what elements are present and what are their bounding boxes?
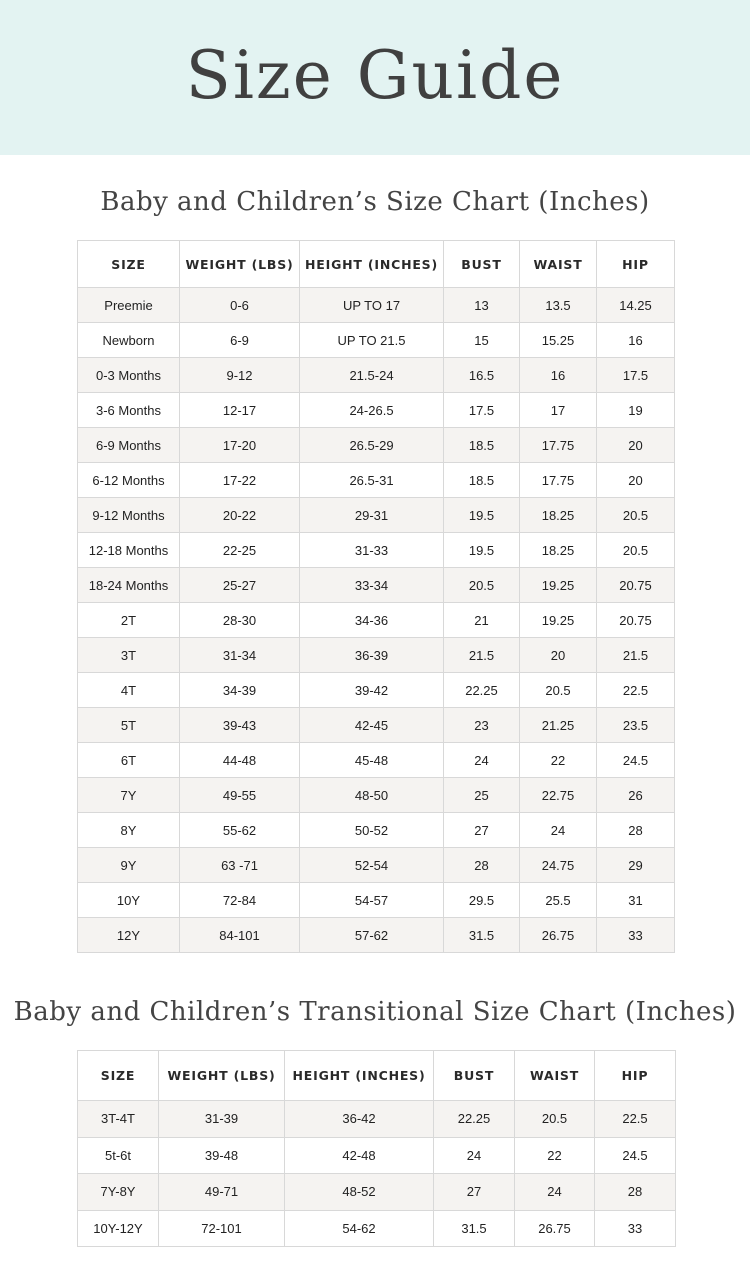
cell-hip: 28 — [595, 1174, 676, 1211]
cell-size: 3-6 Months — [78, 393, 180, 428]
cell-waist: 24.75 — [520, 848, 597, 883]
table-row — [78, 603, 675, 638]
column-header-size: SIZE — [78, 241, 180, 288]
cell-waist: 25.5 — [520, 883, 597, 918]
cell-height: 39-42 — [300, 673, 444, 708]
table-row — [78, 288, 675, 323]
cell-weight: 6-9 — [180, 323, 300, 358]
cell-waist: 16 — [520, 358, 597, 393]
cell-weight: 49-71 — [159, 1174, 285, 1211]
cell-hip: 24.5 — [595, 1137, 676, 1174]
cell-size: Newborn — [78, 323, 180, 358]
table-row — [78, 393, 675, 428]
column-header-waist: WAIST — [515, 1051, 595, 1101]
cell-hip: 14.25 — [597, 288, 675, 323]
cell-size: 7Y — [78, 778, 180, 813]
cell-height: 34-36 — [300, 603, 444, 638]
cell-hip: 20.5 — [597, 498, 675, 533]
table-row — [78, 708, 675, 743]
cell-weight: 12-17 — [180, 393, 300, 428]
cell-weight: 25-27 — [180, 568, 300, 603]
cell-weight: 9-12 — [180, 358, 300, 393]
cell-hip: 22.5 — [595, 1101, 676, 1138]
cell-weight: 49-55 — [180, 778, 300, 813]
cell-size: 7Y-8Y — [78, 1174, 159, 1211]
table-row — [78, 463, 675, 498]
size-chart-title: Baby and Children’s Size Chart (Inches) — [100, 187, 650, 217]
cell-waist: 19.25 — [520, 603, 597, 638]
cell-size: 0-3 Months — [78, 358, 180, 393]
cell-waist: 24 — [520, 813, 597, 848]
cell-bust: 22.25 — [434, 1101, 515, 1138]
cell-size: 3T — [78, 638, 180, 673]
column-header-waist: WAIST — [520, 241, 597, 288]
cell-height: 48-52 — [285, 1174, 434, 1211]
cell-size: 4T — [78, 673, 180, 708]
column-header-height: HEIGHT (INCHES) — [300, 241, 444, 288]
cell-height: 54-57 — [300, 883, 444, 918]
cell-height: 31-33 — [300, 533, 444, 568]
cell-bust: 18.5 — [444, 428, 520, 463]
cell-hip: 26 — [597, 778, 675, 813]
cell-height: 54-62 — [285, 1210, 434, 1247]
cell-bust: 22.25 — [444, 673, 520, 708]
cell-size: 6-9 Months — [78, 428, 180, 463]
cell-waist: 13.5 — [520, 288, 597, 323]
table-row — [78, 673, 675, 708]
cell-waist: 20.5 — [520, 673, 597, 708]
table-row — [78, 638, 675, 673]
cell-waist: 17 — [520, 393, 597, 428]
cell-waist: 26.75 — [515, 1210, 595, 1247]
cell-hip: 28 — [597, 813, 675, 848]
cell-bust: 15 — [444, 323, 520, 358]
cell-weight: 17-20 — [180, 428, 300, 463]
cell-waist: 18.25 — [520, 498, 597, 533]
cell-waist: 17.75 — [520, 463, 597, 498]
page-title: Size Guide — [185, 37, 565, 114]
table-header-row — [78, 241, 675, 288]
cell-hip: 29 — [597, 848, 675, 883]
cell-size: Preemie — [78, 288, 180, 323]
cell-weight: 44-48 — [180, 743, 300, 778]
cell-hip: 20.75 — [597, 568, 675, 603]
table-row — [78, 918, 675, 953]
cell-weight: 72-84 — [180, 883, 300, 918]
column-header-hip: HIP — [597, 241, 675, 288]
cell-weight: 31-39 — [159, 1101, 285, 1138]
cell-hip: 16 — [597, 323, 675, 358]
cell-height: 29-31 — [300, 498, 444, 533]
cell-waist: 20.5 — [515, 1101, 595, 1138]
table-row — [78, 1210, 676, 1247]
cell-weight: 22-25 — [180, 533, 300, 568]
transitional-chart-title: Baby and Children’s Transitional Size Chart (Inches) — [13, 997, 737, 1027]
cell-height: 21.5-24 — [300, 358, 444, 393]
cell-hip: 22.5 — [597, 673, 675, 708]
cell-size: 12-18 Months — [78, 533, 180, 568]
cell-height: 36-42 — [285, 1101, 434, 1138]
cell-bust: 19.5 — [444, 533, 520, 568]
cell-height: UP TO 21.5 — [300, 323, 444, 358]
cell-weight: 84-101 — [180, 918, 300, 953]
cell-size: 9-12 Months — [78, 498, 180, 533]
cell-weight: 34-39 — [180, 673, 300, 708]
cell-hip: 20 — [597, 428, 675, 463]
cell-size: 18-24 Months — [78, 568, 180, 603]
cell-bust: 20.5 — [444, 568, 520, 603]
cell-hip: 20.5 — [597, 533, 675, 568]
cell-size: 9Y — [78, 848, 180, 883]
cell-size: 5T — [78, 708, 180, 743]
cell-bust: 13 — [444, 288, 520, 323]
column-header-height: HEIGHT (INCHES) — [285, 1051, 434, 1101]
column-header-weight: WEIGHT (LBS) — [159, 1051, 285, 1101]
cell-height: UP TO 17 — [300, 288, 444, 323]
table-row — [78, 743, 675, 778]
column-header-size: SIZE — [78, 1051, 159, 1101]
table-row — [78, 813, 675, 848]
table-row — [78, 498, 675, 533]
cell-size: 5t-6t — [78, 1137, 159, 1174]
cell-bust: 21.5 — [444, 638, 520, 673]
cell-height: 24-26.5 — [300, 393, 444, 428]
table-row — [78, 358, 675, 393]
cell-weight: 39-43 — [180, 708, 300, 743]
cell-bust: 18.5 — [444, 463, 520, 498]
cell-height: 48-50 — [300, 778, 444, 813]
cell-waist: 20 — [520, 638, 597, 673]
cell-waist: 22 — [515, 1137, 595, 1174]
cell-height: 57-62 — [300, 918, 444, 953]
cell-hip: 33 — [597, 918, 675, 953]
cell-hip: 21.5 — [597, 638, 675, 673]
cell-weight: 17-22 — [180, 463, 300, 498]
cell-waist: 18.25 — [520, 533, 597, 568]
table-row — [78, 778, 675, 813]
cell-hip: 24.5 — [597, 743, 675, 778]
cell-height: 33-34 — [300, 568, 444, 603]
table-row — [78, 533, 675, 568]
table-row — [78, 1174, 676, 1211]
cell-bust: 27 — [434, 1174, 515, 1211]
cell-waist: 15.25 — [520, 323, 597, 358]
cell-size: 10Y — [78, 883, 180, 918]
size-chart-table — [77, 240, 675, 953]
cell-hip: 20 — [597, 463, 675, 498]
table-row — [78, 428, 675, 463]
cell-bust: 28 — [444, 848, 520, 883]
cell-weight: 39-48 — [159, 1137, 285, 1174]
cell-hip: 17.5 — [597, 358, 675, 393]
cell-weight: 63 -71 — [180, 848, 300, 883]
column-header-bust: BUST — [434, 1051, 515, 1101]
cell-bust: 23 — [444, 708, 520, 743]
transitional-chart-table — [77, 1050, 676, 1247]
cell-waist: 21.25 — [520, 708, 597, 743]
column-header-weight: WEIGHT (LBS) — [180, 241, 300, 288]
table-row — [78, 883, 675, 918]
cell-bust: 25 — [444, 778, 520, 813]
cell-height: 45-48 — [300, 743, 444, 778]
cell-bust: 21 — [444, 603, 520, 638]
table-row — [78, 1137, 676, 1174]
cell-bust: 27 — [444, 813, 520, 848]
cell-height: 50-52 — [300, 813, 444, 848]
cell-weight: 0-6 — [180, 288, 300, 323]
cell-bust: 31.5 — [444, 918, 520, 953]
cell-bust: 31.5 — [434, 1210, 515, 1247]
cell-height: 42-45 — [300, 708, 444, 743]
cell-size: 6-12 Months — [78, 463, 180, 498]
cell-size: 2T — [78, 603, 180, 638]
cell-height: 36-39 — [300, 638, 444, 673]
cell-bust: 16.5 — [444, 358, 520, 393]
cell-weight: 20-22 — [180, 498, 300, 533]
cell-weight: 28-30 — [180, 603, 300, 638]
cell-waist: 26.75 — [520, 918, 597, 953]
cell-waist: 17.75 — [520, 428, 597, 463]
cell-height: 26.5-31 — [300, 463, 444, 498]
table-row — [78, 568, 675, 603]
cell-bust: 29.5 — [444, 883, 520, 918]
table-row — [78, 1101, 676, 1138]
cell-waist: 19.25 — [520, 568, 597, 603]
cell-weight: 55-62 — [180, 813, 300, 848]
cell-height: 26.5-29 — [300, 428, 444, 463]
cell-bust: 19.5 — [444, 498, 520, 533]
column-header-bust: BUST — [444, 241, 520, 288]
cell-waist: 22 — [520, 743, 597, 778]
cell-size: 6T — [78, 743, 180, 778]
cell-weight: 72-101 — [159, 1210, 285, 1247]
cell-size: 8Y — [78, 813, 180, 848]
cell-hip: 33 — [595, 1210, 676, 1247]
cell-hip: 19 — [597, 393, 675, 428]
cell-bust: 24 — [444, 743, 520, 778]
cell-bust: 17.5 — [444, 393, 520, 428]
cell-hip: 31 — [597, 883, 675, 918]
cell-height: 52-54 — [300, 848, 444, 883]
cell-weight: 31-34 — [180, 638, 300, 673]
column-header-hip: HIP — [595, 1051, 676, 1101]
cell-hip: 23.5 — [597, 708, 675, 743]
cell-size: 12Y — [78, 918, 180, 953]
cell-size: 3T-4T — [78, 1101, 159, 1138]
cell-size: 10Y-12Y — [78, 1210, 159, 1247]
cell-hip: 20.75 — [597, 603, 675, 638]
cell-height: 42-48 — [285, 1137, 434, 1174]
cell-waist: 24 — [515, 1174, 595, 1211]
table-header-row — [78, 1051, 676, 1101]
table-row — [78, 323, 675, 358]
cell-bust: 24 — [434, 1137, 515, 1174]
cell-waist: 22.75 — [520, 778, 597, 813]
table-row — [78, 848, 675, 883]
